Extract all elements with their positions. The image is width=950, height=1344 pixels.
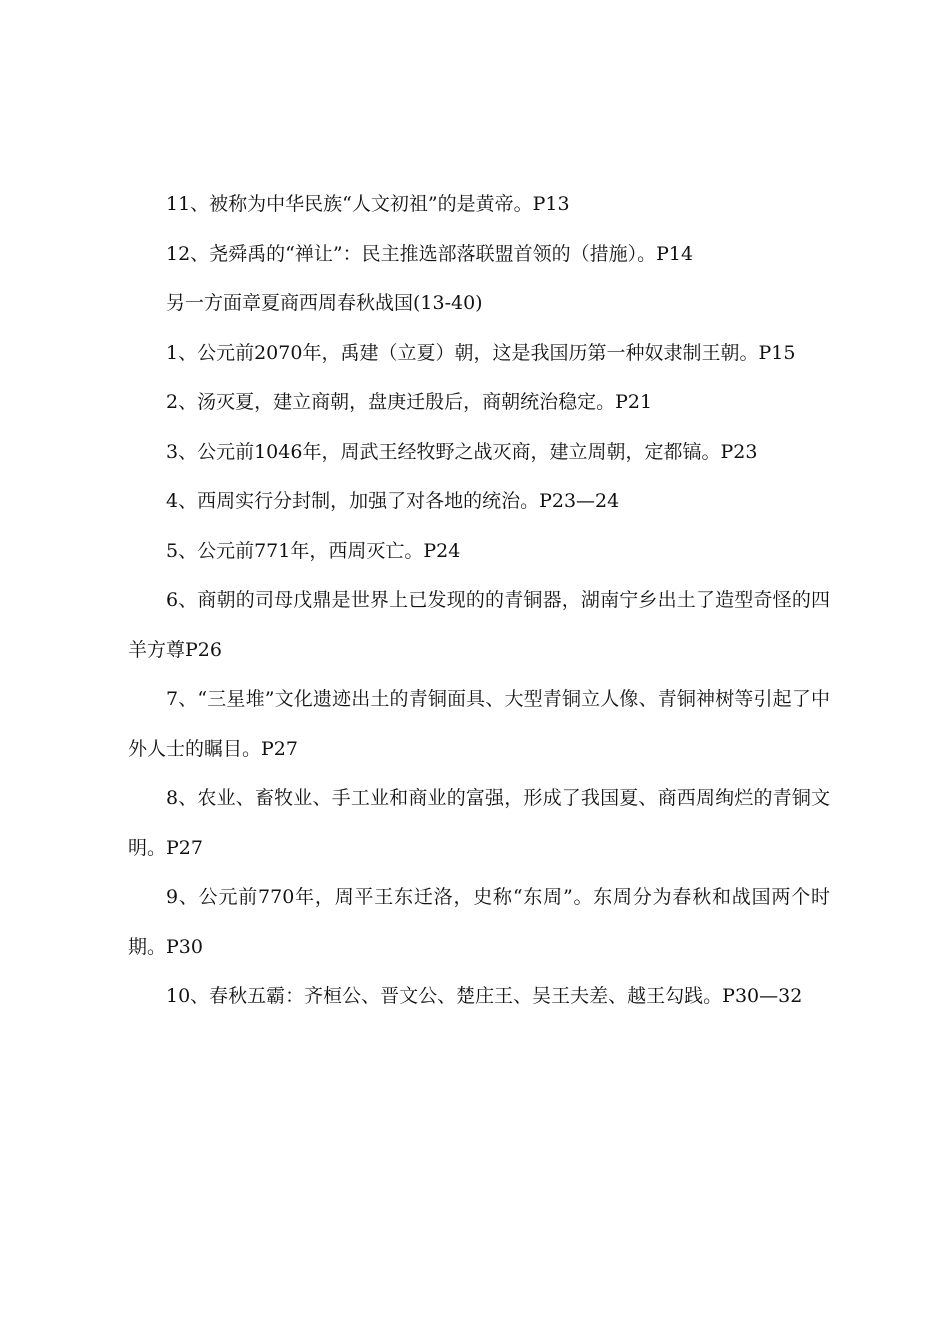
paragraph-9: 9、公元前770年，周平王东迁洛，史称“东周”。东周分为春秋和战国两个时期。P30 xyxy=(128,886,830,958)
paragraph-1: 1、公元前2070年，禹建（立夏）朝，这是我国历第一种奴隶制王朝。P15 xyxy=(166,341,796,364)
paragraph-4: 4、西周实行分封制，加强了对各地的统治。P23—24 xyxy=(166,490,620,512)
paragraph-12: 12、尧舜禹的“禅让”：民主推选部落联盟首领的（措施）。P14 xyxy=(166,242,694,265)
paragraph-10: 10、春秋五霸：齐桓公、晋文公、楚庄王、吴王夫差、越王勾践。P30—32 xyxy=(166,985,803,1007)
paragraph-7: 7、“三星堆”文化遗迹出土的青铜面具、大型青铜立人像、青铜神树等引起了中外人士的瞩目。P27 xyxy=(128,688,830,760)
paragraph-3: 3、公元前1046年，周武王经牧野之战灭商，建立周朝，定都镐。P23 xyxy=(166,440,758,463)
paragraph-5: 5、公元前771年，西周灭亡。P24 xyxy=(166,539,461,562)
chapter-heading: 另一方面章夏商西周春秋战国(13-40) xyxy=(166,292,483,314)
paragraph-11: 11、被称为中华民族“人文初祖”的是黄帝。P13 xyxy=(166,193,570,215)
paragraph-2: 2、汤灭夏，建立商朝，盘庚迁殷后，商朝统治稳定。P21 xyxy=(166,391,653,413)
document-body xyxy=(128,180,830,1022)
paragraph-8: 8、农业、畜牧业、手工业和商业的富强，形成了我国夏、商西周绚烂的青铜文明。P27 xyxy=(128,787,830,859)
paragraph-6: 6、商朝的司母戊鼎是世界上已发现的的青铜器，湖南宁乡出土了造型奇怪的四羊方尊P26 xyxy=(128,589,830,661)
